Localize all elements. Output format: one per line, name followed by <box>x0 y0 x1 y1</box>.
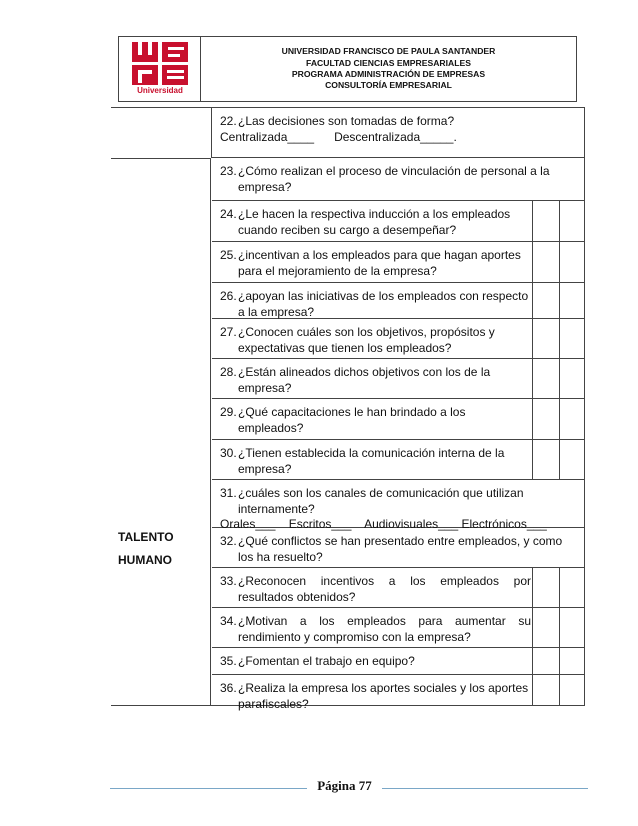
header-university: UNIVERSIDAD FRANCISCO DE PAULA SANTANDER <box>281 46 496 57</box>
question-text <box>220 654 531 670</box>
question-text <box>220 446 531 477</box>
question-row <box>212 319 585 359</box>
question-text <box>220 486 579 517</box>
question-row <box>212 108 585 158</box>
question-number: 35. <box>220 654 237 668</box>
document-header <box>118 36 577 102</box>
question-label: ¿Le hacen la respectiva inducción a los empleados cuando reciben su cargo a desempeñar? <box>238 207 511 237</box>
question-text <box>220 207 531 238</box>
question-number: 32. <box>220 534 237 548</box>
header-faculty: FACULTAD CIENCIAS EMPRESARIALES <box>306 57 471 68</box>
answer-box-yes[interactable] <box>532 399 533 439</box>
question-number: 33. <box>220 574 237 588</box>
question-label: ¿incentivan a los empleados para que hagan aportes para el mejoramiento de la empresa? <box>238 248 521 278</box>
answer-box-yes[interactable] <box>532 242 533 282</box>
answer-box-no[interactable] <box>559 675 560 705</box>
answer-box-yes[interactable] <box>532 648 533 674</box>
question-row <box>212 528 585 568</box>
question-row <box>212 675 585 711</box>
question-text <box>220 248 531 279</box>
question-label: ¿Fomentan el trabajo en equipo? <box>238 654 415 668</box>
question-number: 27. <box>220 325 237 339</box>
answer-box-no[interactable] <box>559 440 560 479</box>
question-number: 22. <box>220 114 237 128</box>
question-row <box>212 158 585 201</box>
ufps-logo-icon <box>129 40 191 98</box>
header-program: PROGRAMA ADMINISTRACIÓN DE EMPRESAS <box>291 69 486 79</box>
answer-box-yes[interactable] <box>532 608 533 647</box>
question-number: 28. <box>220 365 237 379</box>
question-text <box>220 325 531 356</box>
question-label: ¿apoyan las iniciativas de los empleados con respecto a la empresa? <box>238 289 529 319</box>
footer-rule-right <box>382 788 588 789</box>
question-number: 30. <box>220 446 237 460</box>
answer-box-yes[interactable] <box>532 201 533 241</box>
answer-box-yes[interactable] <box>532 675 533 705</box>
question-text <box>220 681 531 712</box>
answer-box-no[interactable] <box>559 242 560 282</box>
answer-box-no[interactable] <box>559 359 560 398</box>
answer-box-no[interactable] <box>559 201 560 241</box>
question-label: ¿Qué capacitaciones le han brindado a los empleados? <box>238 405 466 435</box>
question-text <box>220 114 579 130</box>
question-options: Orales___ Escritos___ Audiovisuales___ Electrónicos___ <box>220 517 547 531</box>
question-row <box>212 201 585 242</box>
question-number: 25. <box>220 248 237 262</box>
answer-box-no[interactable] <box>559 399 560 439</box>
question-row <box>212 242 585 283</box>
question-number: 31. <box>220 486 237 500</box>
question-row <box>212 608 585 648</box>
question-row <box>212 399 585 440</box>
question-label: ¿cuáles son los canales de comunicación que utilizan internamente? <box>238 486 524 516</box>
header-titles <box>201 37 576 101</box>
answer-box-no[interactable] <box>559 283 560 318</box>
question-label: ¿Motivan a los empleados para aumentar su rendimiento y compromiso con la empresa? <box>238 614 531 644</box>
ufps-logo <box>119 37 201 101</box>
question-label: ¿Qué conflictos se han presentado entre empleados, y como los ha resuelto? <box>238 534 563 564</box>
question-row <box>212 480 585 531</box>
answer-box-no[interactable] <box>559 319 560 358</box>
question-row <box>212 568 585 608</box>
questionnaire-table <box>111 107 585 711</box>
question-label: ¿Las decisiones son tomadas de forma? <box>238 114 455 128</box>
answer-box-yes[interactable] <box>532 440 533 479</box>
question-text <box>220 614 531 645</box>
header-consultancy: CONSULTORÍA EMPRESARIAL <box>325 80 452 91</box>
question-number: 29. <box>220 405 237 419</box>
question-text <box>220 534 579 565</box>
answer-box-yes[interactable] <box>532 568 533 607</box>
question-row <box>212 359 585 399</box>
question-label: ¿Conocen cuáles son los objetivos, propósitos y expectativas que tienen los empleados? <box>238 325 495 355</box>
question-row <box>212 440 585 480</box>
svg-text:Universidad: Universidad <box>136 86 183 95</box>
question-options: Centralizada____ Descentralizada_____. <box>220 129 457 144</box>
question-number: 23. <box>220 164 237 178</box>
question-number: 26. <box>220 289 237 303</box>
question-label: ¿Tienen establecida la comunicación interna de la empresa? <box>238 446 505 476</box>
question-text <box>220 289 531 320</box>
question-label: ¿Están alineados dichos objetivos con los de la empresa? <box>238 365 491 395</box>
question-number: 24. <box>220 207 237 221</box>
answer-box-no[interactable] <box>559 608 560 647</box>
footer-rule-left <box>110 788 307 789</box>
question-text <box>220 574 531 605</box>
answer-box-yes[interactable] <box>532 319 533 358</box>
category-line-2: HUMANO <box>118 553 172 567</box>
question-row <box>212 648 585 675</box>
answer-box-no[interactable] <box>559 568 560 607</box>
category-line-1: TALENTO <box>118 530 174 544</box>
question-label: ¿Reconocen incentivos a los empleados por resultados obtenidos? <box>238 574 531 604</box>
question-number: 34. <box>220 614 237 628</box>
question-text <box>220 164 579 195</box>
category-cell <box>111 158 211 705</box>
answer-box-yes[interactable] <box>532 359 533 398</box>
question-label: ¿Cómo realizan el proceso de vinculación de personal a la empresa? <box>238 164 550 194</box>
question-text <box>220 365 531 396</box>
answer-box-yes[interactable] <box>532 283 533 318</box>
question-row <box>212 283 585 319</box>
question-number: 36. <box>220 681 237 695</box>
page-number: Página 77 <box>317 778 372 793</box>
question-label: ¿Realiza la empresa los aportes sociales y los aportes parafiscales? <box>238 681 529 711</box>
answer-box-no[interactable] <box>559 648 560 674</box>
question-text <box>220 405 531 436</box>
